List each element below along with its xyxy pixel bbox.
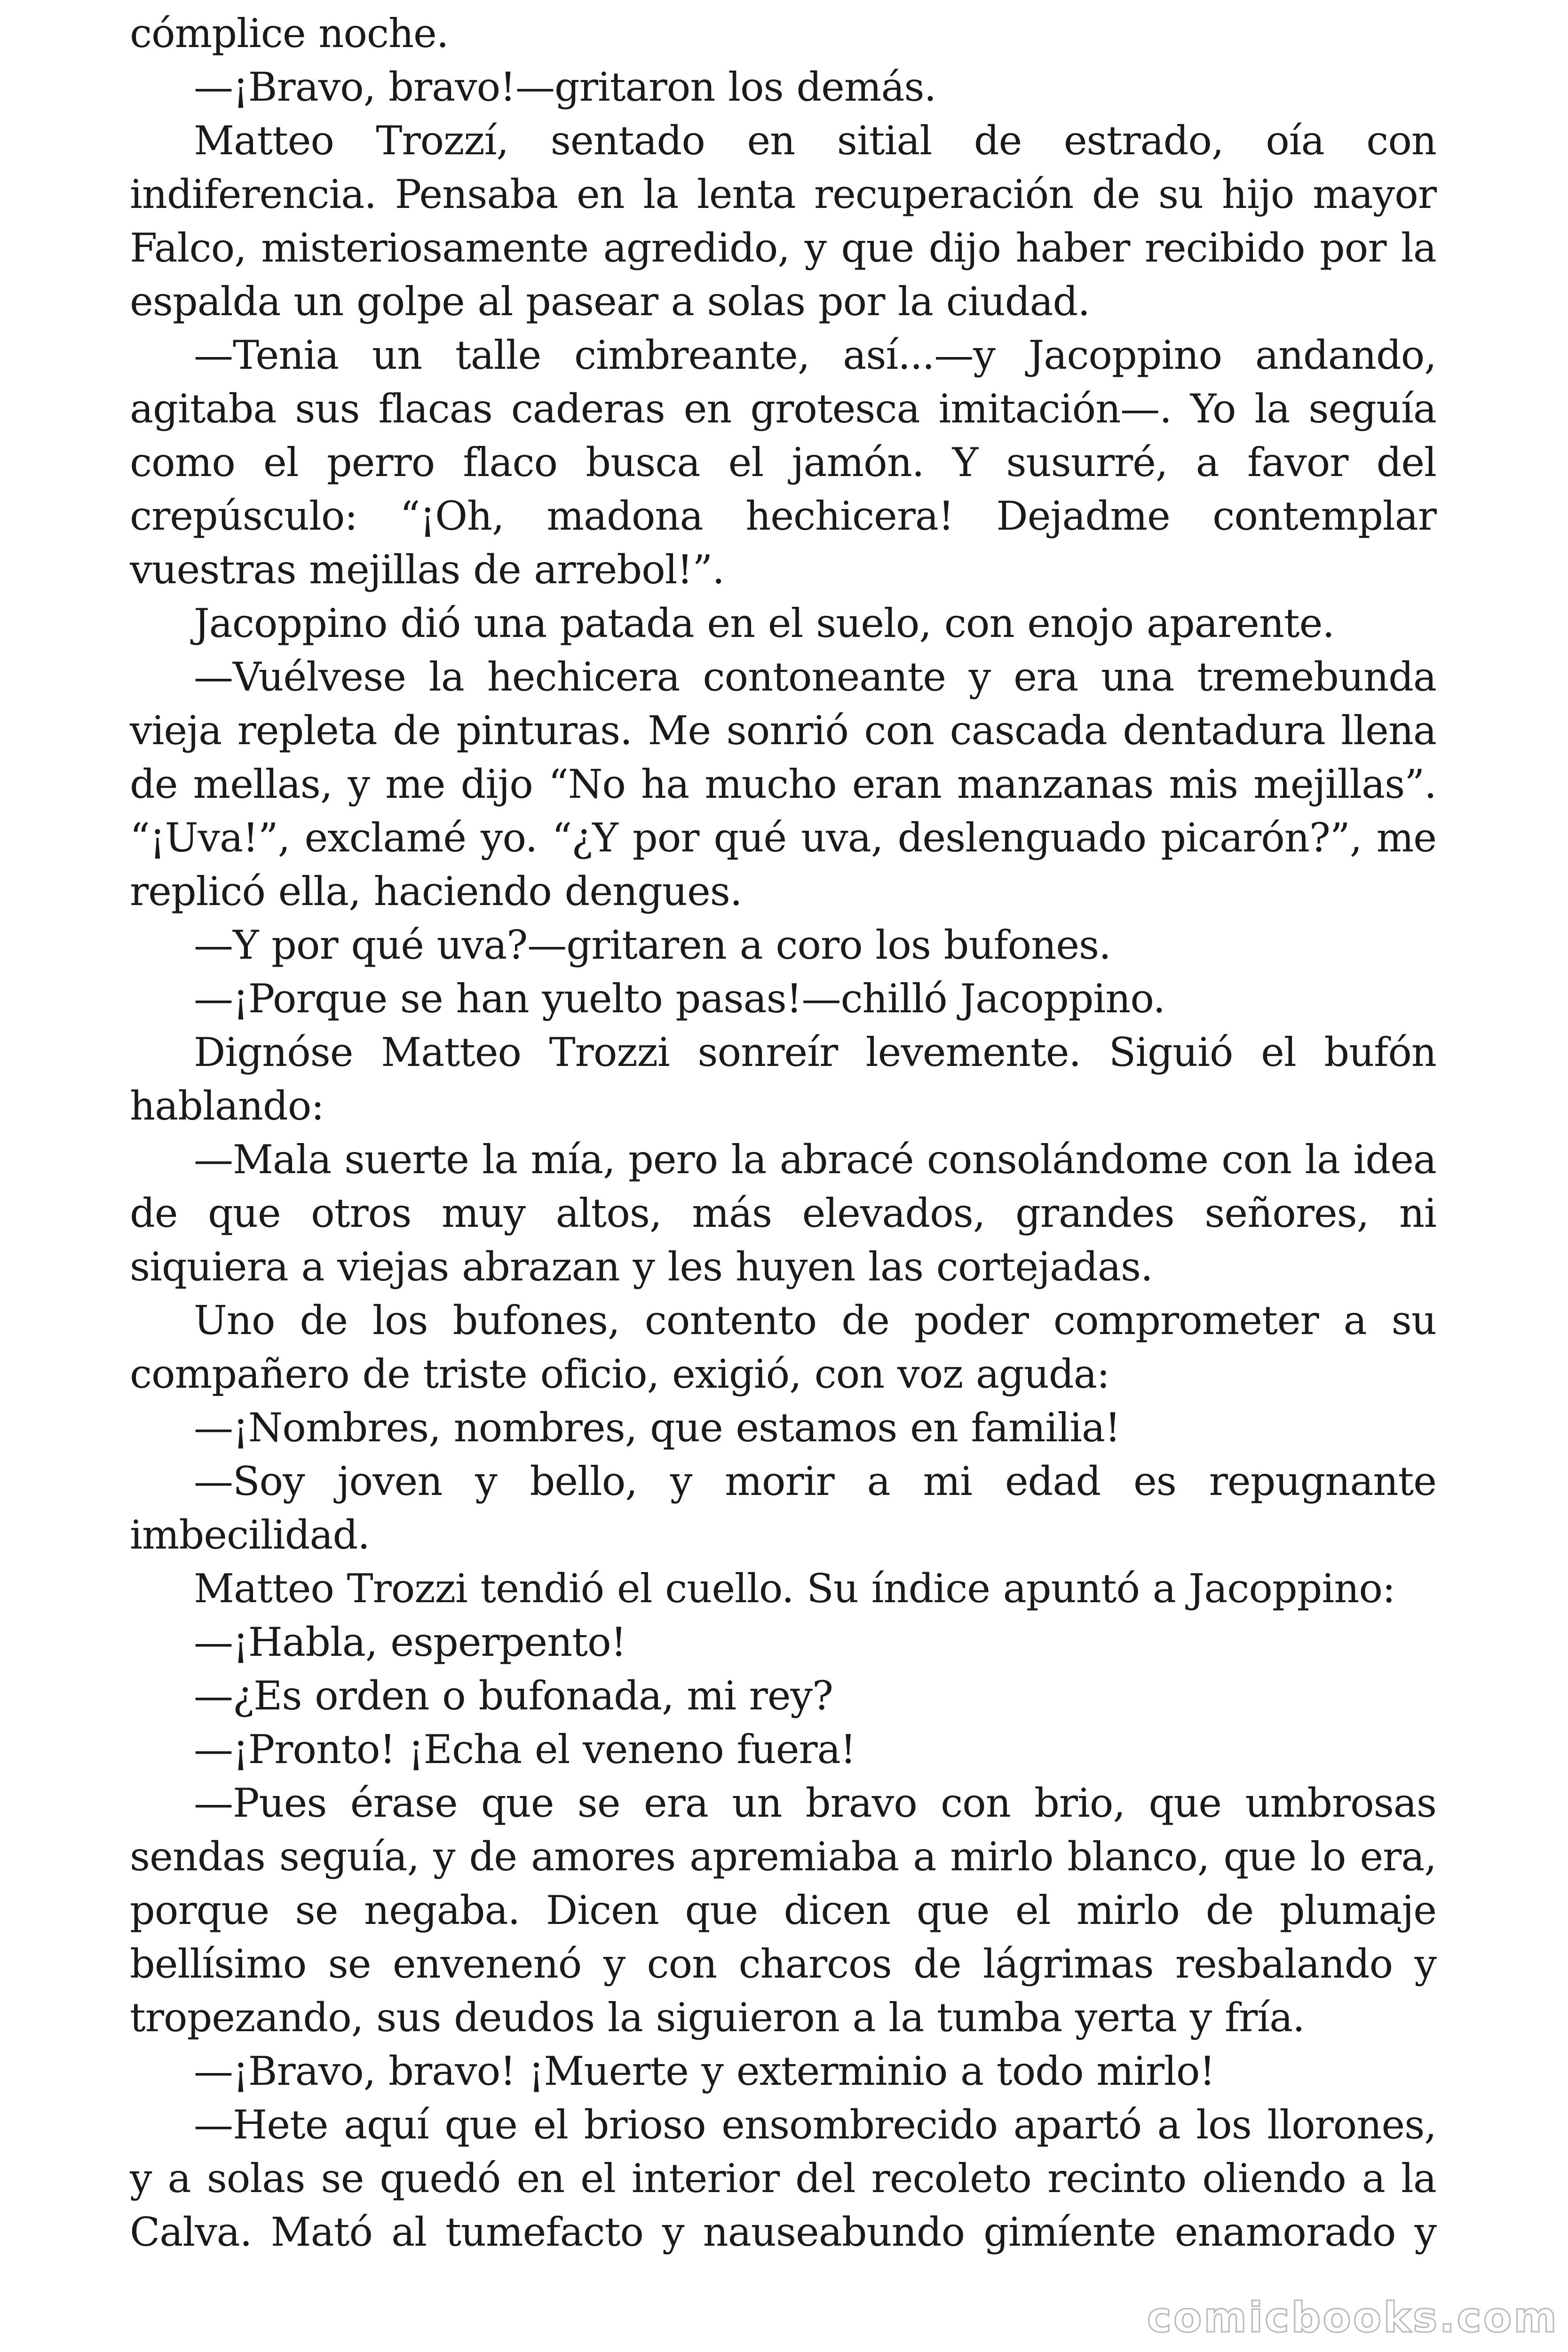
paragraph: Uno de los bufones, contento de poder comprometer a su compañero de triste oficio, exigió, con voz aguda: — [130, 1297, 1436, 1397]
paragraph: Dignóse Matteo Trozzi sonreír levemente. Siguió el bufón hablando: — [130, 1029, 1436, 1129]
paragraph: —Soy joven y bello, y morir a mi edad es repugnante imbecilidad. — [130, 1458, 1436, 1558]
paragraph-cut-off: —Hete aquí que el brioso ensombrecido apartó a los llorones, y a solas se quedó en el interior del recoleto recinto oliendo a la Calva. Mató al tumefacto y nauseabundo gimíente enamorado y — [130, 2102, 1436, 2255]
paragraph: Matteo Trozzí, sentado en sitial de estrado, oía con indiferencia. Pensaba en la lenta recuperación de su hijo mayor Falco, misteriosamente agredido, y que dijo haber recibido por la espalda un golpe al pasear a solas por la ciudad. — [130, 118, 1436, 325]
paragraph: —Mala suerte la mía, pero la abracé consolándome con la idea de que otros muy altos, más elevados, grandes señores, ni siquiera a viejas abrazan y les huyen las cortejadas. — [130, 1136, 1436, 1290]
paragraph: Jacoppino dió una patada en el suelo, con enojo aparente. — [194, 600, 1335, 646]
paragraph: —¡Porque se han yuelto pasas!—chilló Jacoppino. — [194, 976, 1165, 1022]
page-text-body — [130, 7, 1436, 2259]
paragraph: —¿Es orden o bufonada, mi rey? — [194, 1673, 833, 1719]
paragraph: —Tenia un talle cimbreante, así...—y Jacoppino andando, agitaba sus flacas caderas en grotesca imitación—. Yo la seguía como el perro flaco busca el jamón. Y susurré, a favor del crepúsculo: “¡Oh, madona hechicera! Dejadme contemplar vuestras mejillas de arrebol!”. — [130, 332, 1436, 593]
paragraph: —Pues érase que se era un bravo con brio, que umbrosas sendas seguía, y de amores apremiaba a mirlo blanco, que lo era, porque se negaba. Dicen que dicen que el mirlo de plumaje bellísimo se envenenó y con charcos de lágrimas resbalando y tropezando, sus deudos la siguieron a la tumba yerta y fría. — [130, 1780, 1436, 2041]
paragraph: cómplice noche. — [130, 10, 449, 56]
paragraph: —¡Bravo, bravo! ¡Muerte y exterminio a todo mirlo! — [194, 2048, 1215, 2094]
paragraph: Matteo Trozzi tendió el cuello. Su índice apuntó a Jacoppino: — [194, 1565, 1395, 1612]
watermark-text: comicbooks.com — [1147, 2293, 1559, 2342]
paragraph: —¡Pronto! ¡Echa el veneno fuera! — [194, 1726, 856, 1772]
paragraph: —¡Bravo, bravo!—gritaron los demás. — [194, 64, 936, 110]
paragraph: —Vuélvese la hechicera contoneante y era una tremebunda vieja repleta de pinturas. Me sonrió con cascada dentadura llena de mellas, y me dijo “No ha mucho eran manzanas mis mejillas”. “¡Uva!”, exclamé yo. “¿Y por qué uva, deslenguado picarón?”, me replicó ella, haciendo dengues. — [130, 654, 1436, 914]
paragraph: —Y por qué uva?—gritaren a coro los bufones. — [194, 922, 1111, 968]
paragraph: —¡Nombres, nombres, que estamos en familia! — [194, 1405, 1120, 1451]
paragraph: —¡Habla, esperpento! — [194, 1619, 626, 1665]
